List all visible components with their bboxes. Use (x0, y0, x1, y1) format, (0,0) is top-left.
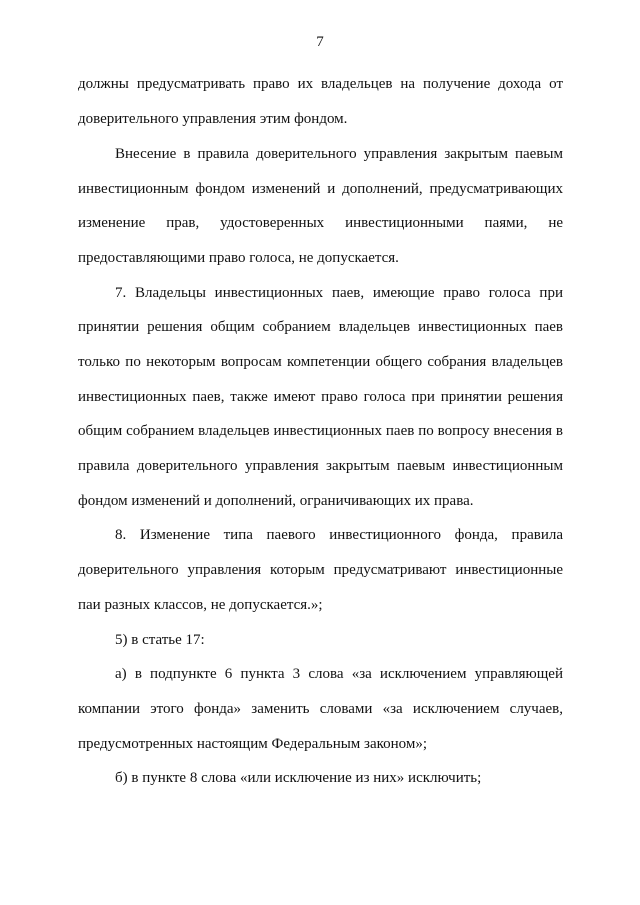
paragraph-first-line: а) в подпункте 6 пункта 3 слова «за исключением управляющей (115, 666, 563, 682)
text-line: компании этого фонда» заменить словами «за исключением случаев, (78, 701, 563, 717)
paragraph-first-line: 8. Изменение типа паевого инвестиционного фонда, правила (115, 527, 563, 543)
text-line: доверительного управления которым предусматривают инвестиционные (78, 562, 563, 578)
text-line: фондом изменений и дополнений, ограничивающих их права. (78, 493, 474, 509)
text-line: общим собранием владельцев инвестиционных паев по вопросу внесения в (78, 423, 563, 439)
paragraph-first-line: 7. Владельцы инвестиционных паев, имеющие право голоса при (115, 285, 563, 301)
text-line: правила доверительного управления закрытым паевым инвестиционным (78, 458, 563, 474)
paragraph-first-line: б) в пункте 8 слова «или исключение из них» исключить; (115, 770, 482, 786)
text-line: инвестиционным фондом изменений и дополнений, предусматривающих (78, 181, 563, 197)
text-line: паи разных классов, не допускается.»; (78, 597, 323, 613)
text-line: предусмотренных настоящим Федеральным законом»; (78, 736, 428, 752)
text-line: принятии решения общим собранием владельцев инвестиционных паев (78, 319, 563, 335)
text-line: доверительного управления этим фондом. (78, 111, 348, 127)
text-line: только по некоторым вопросам компетенции общего собрания владельцев (78, 354, 563, 370)
paragraph-first-line: Внесение в правила доверительного управления закрытым паевым (115, 146, 563, 162)
text-line: должны предусматривать право их владельцев на получение дохода от (78, 76, 563, 92)
paragraph-first-line: 5) в статье 17: (115, 632, 205, 648)
text-line: изменение прав, удостоверенных инвестиционными паями, не (78, 215, 563, 231)
text-line: предоставляющими право голоса, не допускается. (78, 250, 399, 266)
page-number: 7 (316, 34, 324, 50)
text-line: инвестиционных паев, также имеют право голоса при принятии решения (78, 389, 563, 405)
